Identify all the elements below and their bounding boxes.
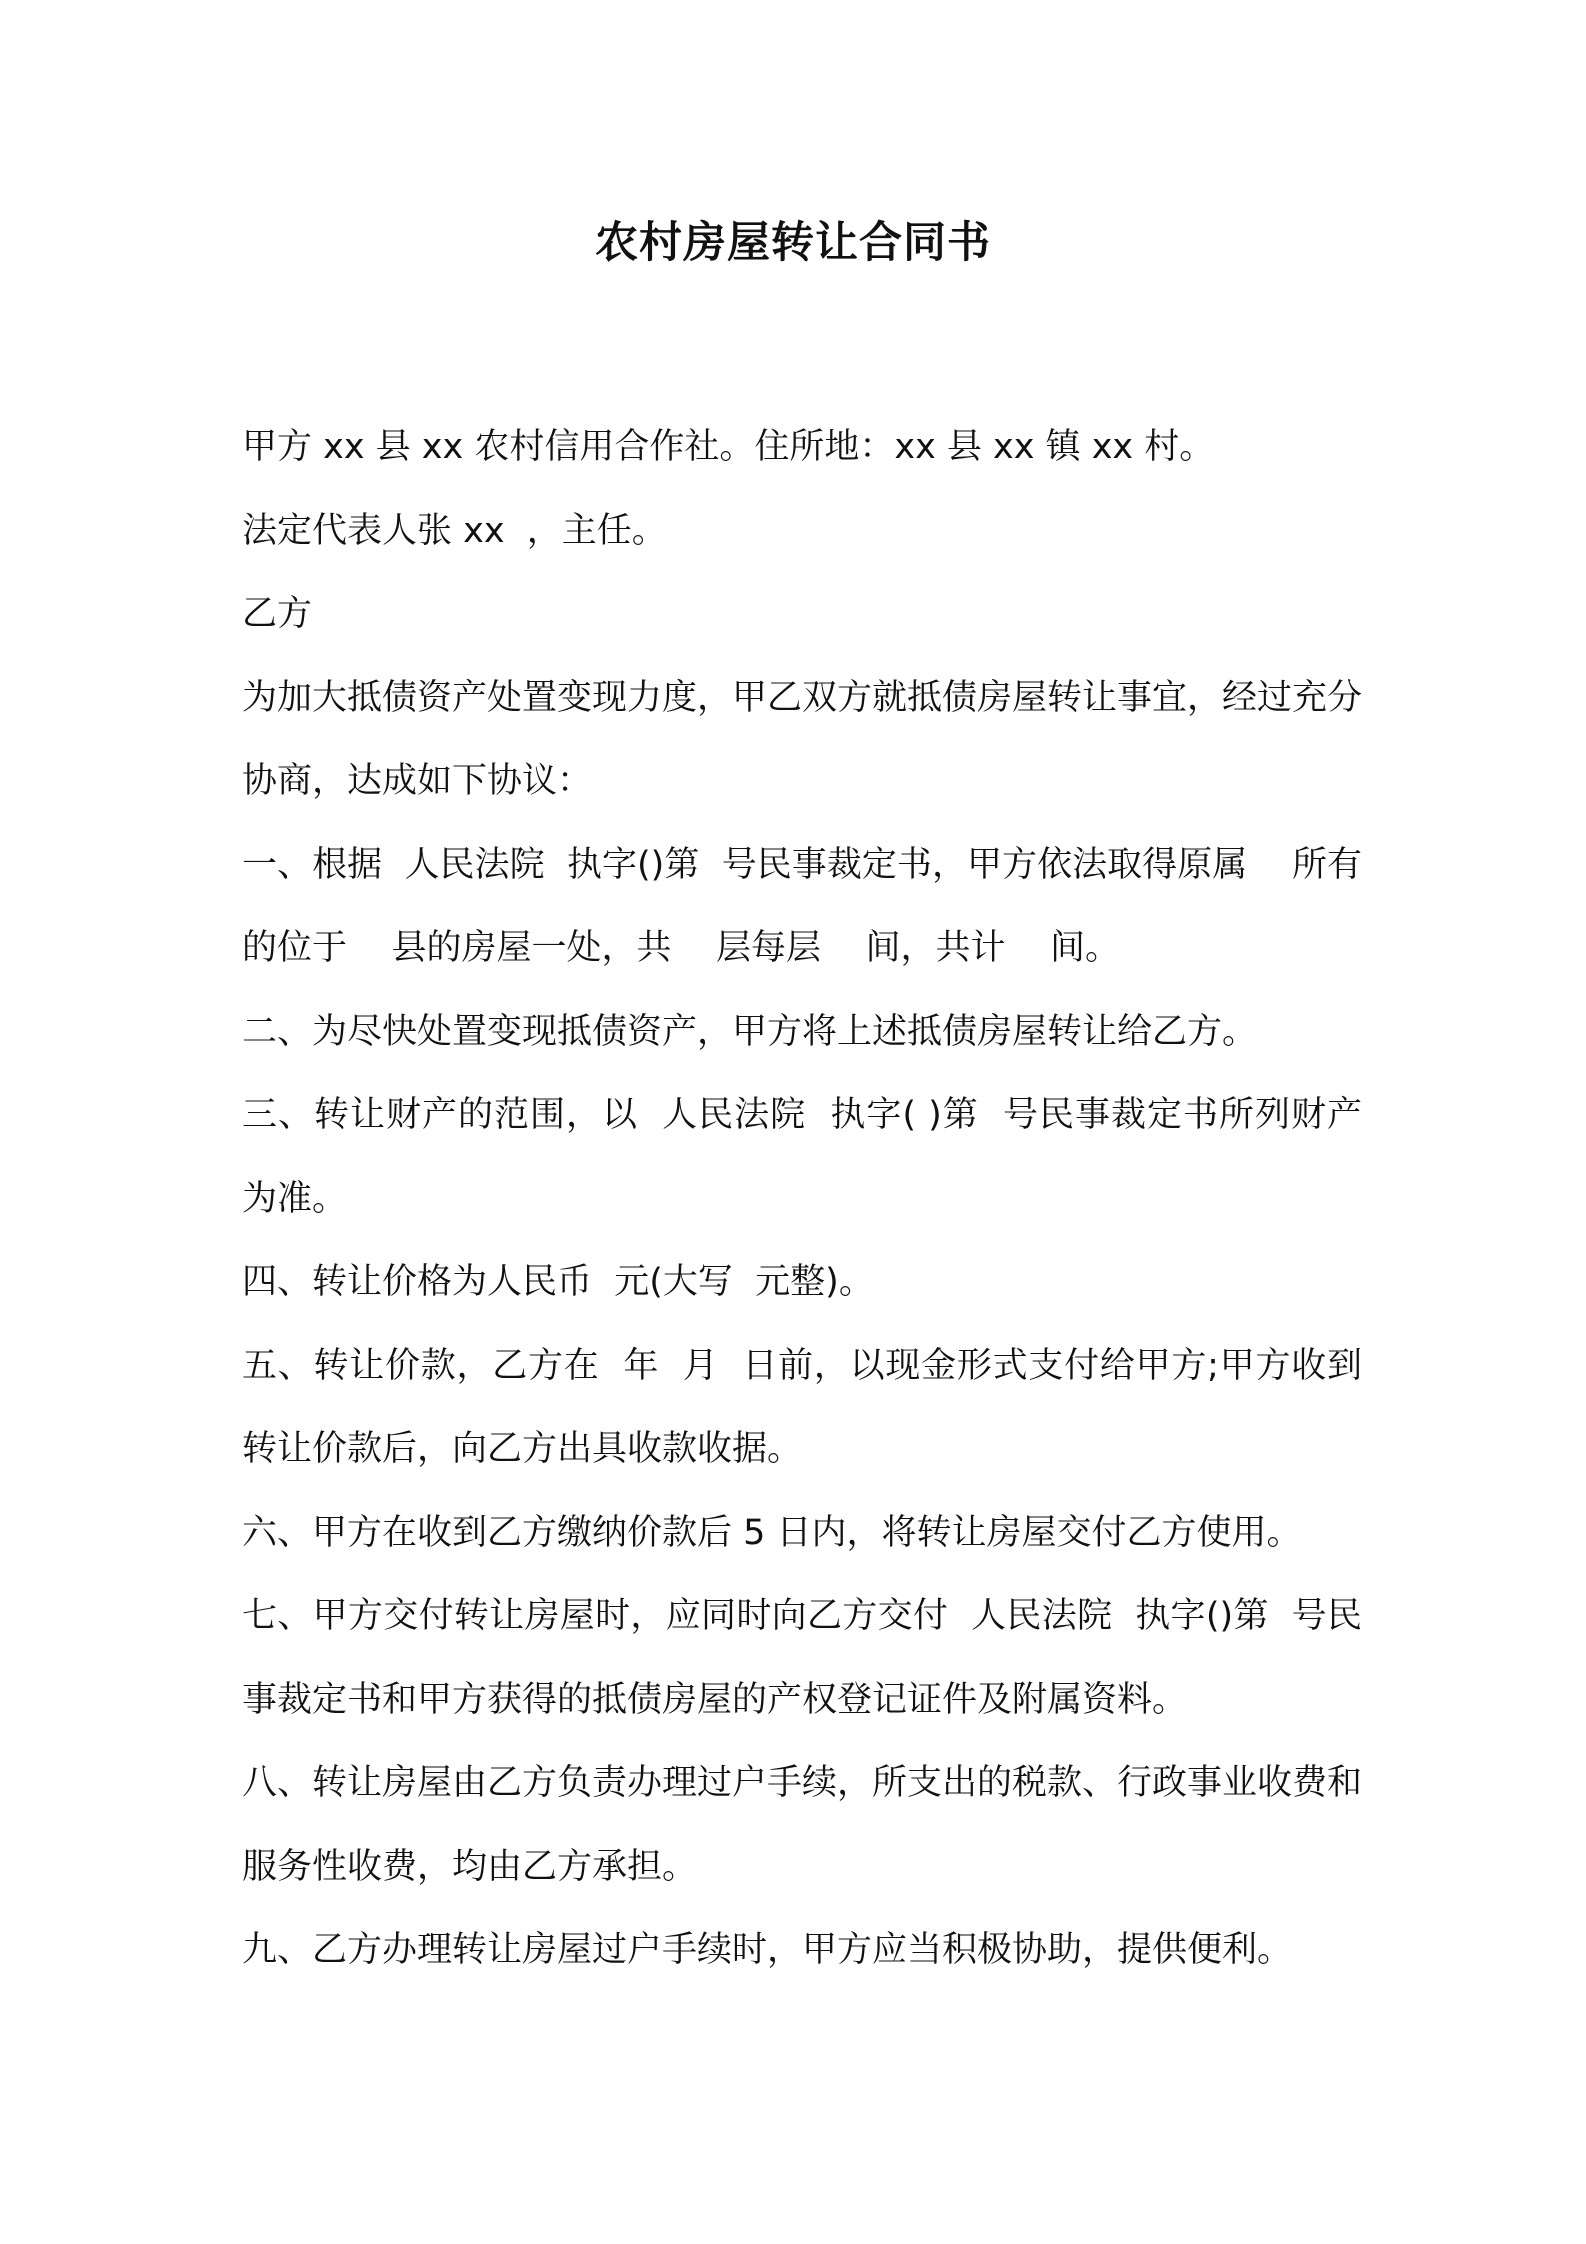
legal-representative-line: 法定代表人张 xx ，主任。	[242, 510, 667, 551]
document-title: 农村房屋转让合同书	[595, 218, 991, 268]
party-a-line: 甲方 xx 县 xx 农村信用合作社。住所地：xx 县 xx 镇 xx 村。	[242, 427, 1215, 467]
preamble-paragraph: 为加大抵债资产处置变现力度，甲乙双方就抵债房屋转让事宜，经过充分协商，达成如下协议：	[242, 677, 1363, 801]
clause-1: 一、根据 人民法院 执字()第 号民事裁定书，甲方依法取得原属 所有的位于 县的房屋一处，共 层每层 间，共计 间。	[242, 844, 1362, 968]
clause-6: 六、甲方在收到乙方缴纳价款后 5 日内，将转让房屋交付乙方使用。	[242, 1512, 1302, 1553]
clause-2: 二、为尽快处置变现抵债资产，甲方将上述抵债房屋转让给乙方。	[242, 1011, 1258, 1052]
clause-5: 五、转让价款，乙方在 年 月 日前，以现金形式支付给甲方;甲方收到转让价款后，向乙方出具收款收据。	[242, 1345, 1362, 1469]
party-b-line: 乙方	[242, 594, 313, 634]
clause-4: 四、转让价格为人民币 元(大写 元整)。	[242, 1262, 874, 1302]
clause-7: 七、甲方交付转让房屋时，应同时向乙方交付 人民法院 执字()第 号民事裁定书和甲方获得的抵债房屋的产权登记证件及附属资料。	[242, 1596, 1362, 1720]
clause-9: 九、乙方办理转让房屋过户手续时，甲方应当积极协助，提供便利。	[242, 1930, 1293, 1970]
contract-body	[242, 406, 1362, 1993]
clause-3: 三、转让财产的范围，以 人民法院 执字( )第 号民事裁定书所列财产为准。	[242, 1095, 1362, 1219]
clause-8: 八、转让房屋由乙方负责办理过户手续，所支出的税款、行政事业收费和服务性收费，均由乙方承担。	[242, 1763, 1363, 1887]
